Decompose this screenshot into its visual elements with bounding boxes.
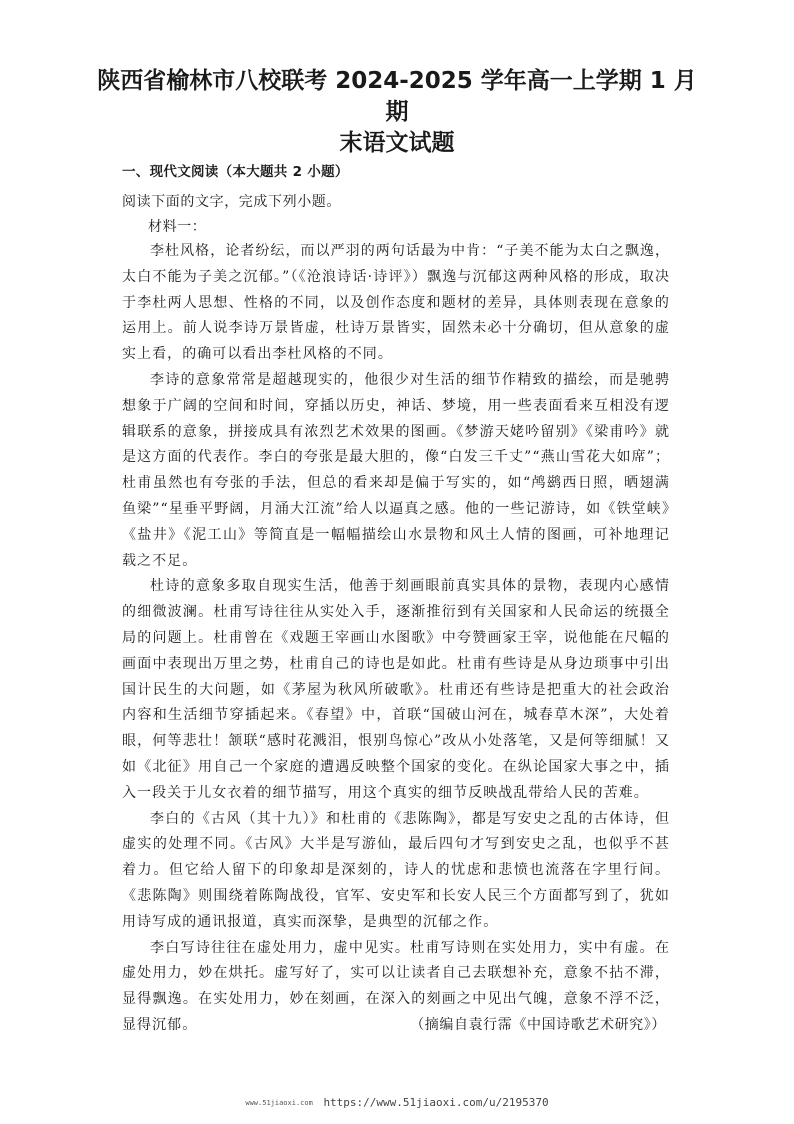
document-title — [90, 66, 704, 159]
body-paragraph: 李白写诗往往在虚处用力，虚中见实。杜甫写诗则在实处用力，实中有虚。在虚处用力，妙在烘托。虚写好了，实可以让读者自己去联想补充，意象不拈不滞，显得飘逸。在实处用力，妙在刻画，在深入的刻画之中见出气魄，意象不浮不泛，显得沉郁。 — [122, 939, 670, 1033]
reading-instruction: 阅读下面的文字，完成下列小题。 — [122, 194, 341, 210]
body-paragraph: 李杜风格，论者纷纭，而以严羽的两句话最为中肯：“子美不能为太白之飘逸，太白不能为子美之沉郁。”（《沧浪诗话·诗评》）飘逸与沉郁这两种风格的形成，取决于李杜两人思想、性格的不同，以及创作态度和题材的差异，具体则表现在意象的运用上。前人说李诗万景皆虚，杜诗万景皆实，固然未必十分确切，但从意象的虚实上看，的确可以看出李杜风格的不同。 — [122, 243, 670, 363]
title-line-1: 陕西省榆林市八校联考 2024-2025 学年高一上学期 1 月期 — [97, 68, 697, 125]
body-paragraph: 李白的《古风（其十九）》和杜甫的《悲陈陶》，都是写安史之乱的古体诗，但虚实的处理不同。《古风》大半是写游仙，最后四句才写到安史之乱，也似乎不甚着力。但它给人留下的印象却是深刻的，诗人的忧虑和悲愤也流落在字里行间。《悲陈陶》则围绕着陈陶战役，官军、安史军和长安人民三个方面都写到了，犹如用诗写成的通讯报道，真实而深挚，是典型的沉郁之作。 — [122, 810, 670, 930]
source-citation: （摘编自袁行霈《中国诗歌艺术研究》） — [410, 1017, 666, 1033]
title-line-2: 末语文试题 — [339, 130, 455, 156]
footer-url-link[interactable]: https://www.51jiaoxi.com/u/2195370 — [323, 1096, 549, 1109]
section-heading: 一、现代文阅读（本大题共 2 小题） — [122, 164, 349, 180]
footer-logo: www.51jiaoxi.com — [245, 1099, 313, 1107]
body-paragraph: 杜诗的意象多取自现实生活，他善于刻画眼前真实具体的景物，表现内心感情的细微波澜。杜甫写诗往往从实处入手，逐渐推衍到有关国家和人民命运的统摄全局的问题上。杜甫曾在《戏题王宰画山水图歌》中夸赞画家王宰，说他能在尺幅的画面中表现出万里之势，杜甫自己的诗也是如此。杜甫有些诗是从身边琐事中引出国计民生的大问题，如《茅屋为秋风所破歌》。杜甫还有些诗是把重大的社会政治内容和生活细节穿插起来。《春望》中，首联“国破山河在，城春草木深”，大处着眼，何等悲壮！颔联“感时花溅泪，恨别鸟惊心”改从小处落笔，又是何等细腻！又如《北征》用自己一个家庭的遭遇反映整个国家的变化。在纵论国家大事之中，插入一段关于儿女衣着的细节描写，用这个真实的细节反映战乱带给人民的苦难。 — [122, 578, 670, 801]
body-paragraph: 李诗的意象常常是超越现实的，他很少对生活的细节作精致的描绘，而是驰骋想象于广阔的空间和时间，穿插以历史，神话、梦境，用一些表面看来互相没有逻辑联系的意象，拼接成具有浓烈艺术效果的图画。《梦游天姥吟留别》《梁甫吟》就是这方面的代表作。李白的夸张是最大胆的，像“白发三千丈”“燕山雪花大如席”；杜甫虽然也有夸张的手法，但总的看来却是偏于写实的，如“鸬鹚西日照，晒翅满鱼梁”“星垂平野阔，月涌大江流”给人以逼真之感。他的一些记游诗，如《铁堂峡》《盐井》《泥工山》等简直是一幅幅描绘山水景物和风土人情的图画，可补地理记载之不足。 — [122, 371, 670, 569]
material-body — [122, 239, 670, 1039]
material-label: 材料一： — [148, 219, 207, 235]
page-footer — [0, 1096, 794, 1109]
